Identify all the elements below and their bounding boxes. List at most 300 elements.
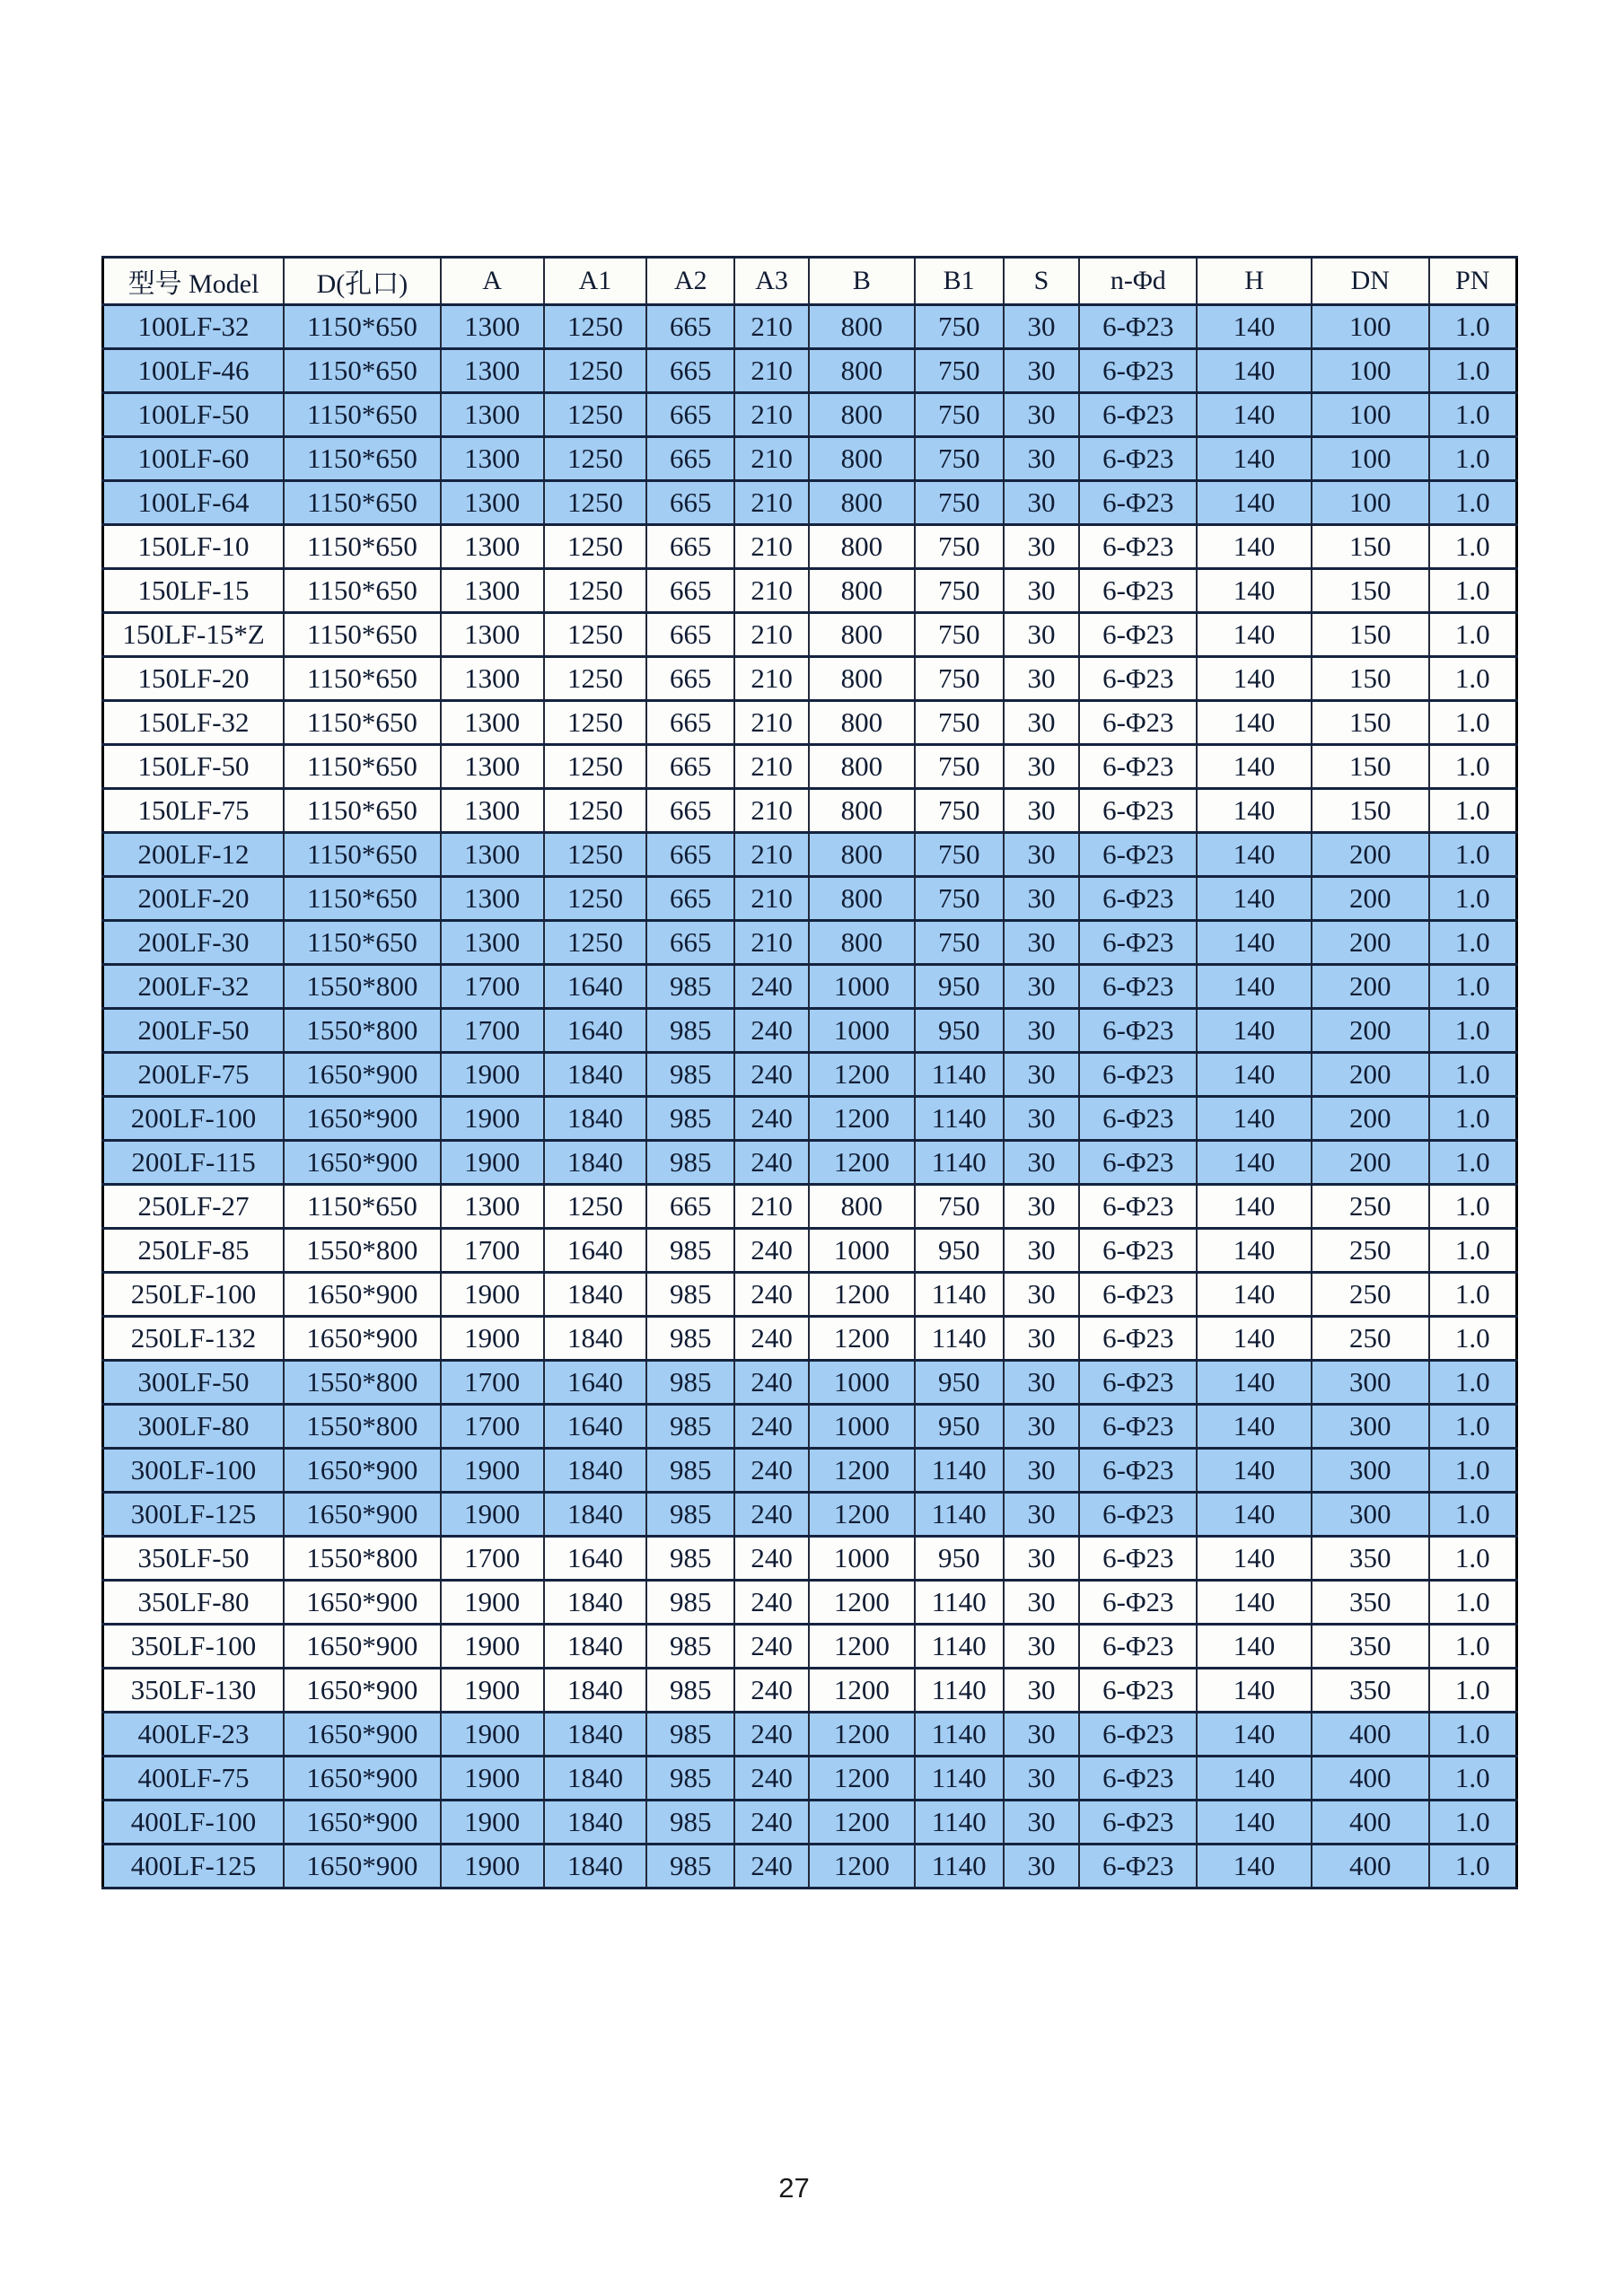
cell-a1: 1840: [544, 1581, 647, 1625]
cell-nphid: 6-Φ23: [1079, 1625, 1197, 1669]
cell-b1: 1140: [915, 1097, 1004, 1141]
cell-d: 1650*900: [284, 1801, 441, 1845]
cell-nphid: 6-Φ23: [1079, 1229, 1197, 1273]
cell-a3: 210: [734, 569, 809, 613]
cell-a2: 985: [646, 1141, 734, 1185]
cell-a2: 985: [646, 1581, 734, 1625]
cell-h: 140: [1197, 1405, 1312, 1449]
cell-nphid: 6-Φ23: [1079, 965, 1197, 1009]
cell-nphid: 6-Φ23: [1079, 1845, 1197, 1889]
cell-a1: 1840: [544, 1273, 647, 1317]
column-header-nphid: n-Φd: [1079, 258, 1197, 305]
cell-a2: 985: [646, 1361, 734, 1405]
cell-h: 140: [1197, 1669, 1312, 1713]
cell-b: 800: [809, 921, 915, 965]
cell-a: 1300: [441, 833, 544, 877]
cell-a1: 1840: [544, 1141, 647, 1185]
cell-a: 1700: [441, 1229, 544, 1273]
cell-s: 30: [1004, 745, 1080, 789]
cell-a1: 1840: [544, 1713, 647, 1757]
cell-b: 1200: [809, 1801, 915, 1845]
cell-h: 140: [1197, 1757, 1312, 1801]
cell-pn: 1.0: [1429, 921, 1517, 965]
cell-model: 200LF-12: [103, 833, 285, 877]
cell-a3: 240: [734, 1537, 809, 1581]
cell-dn: 350: [1312, 1669, 1429, 1713]
cell-pn: 1.0: [1429, 1405, 1517, 1449]
cell-pn: 1.0: [1429, 1669, 1517, 1713]
cell-h: 140: [1197, 1229, 1312, 1273]
cell-nphid: 6-Φ23: [1079, 1537, 1197, 1581]
cell-a: 1300: [441, 701, 544, 745]
cell-dn: 200: [1312, 1053, 1429, 1097]
cell-d: 1550*800: [284, 965, 441, 1009]
column-header-a: A: [441, 258, 544, 305]
cell-b: 1200: [809, 1141, 915, 1185]
cell-a2: 665: [646, 569, 734, 613]
cell-a1: 1840: [544, 1317, 647, 1361]
cell-model: 100LF-50: [103, 393, 285, 437]
cell-dn: 150: [1312, 745, 1429, 789]
cell-b: 1000: [809, 1361, 915, 1405]
cell-h: 140: [1197, 569, 1312, 613]
table-row: [103, 1405, 1517, 1449]
column-header-a1: A1: [544, 258, 647, 305]
cell-dn: 150: [1312, 657, 1429, 701]
cell-d: 1150*650: [284, 481, 441, 525]
cell-a: 1300: [441, 569, 544, 613]
cell-b1: 950: [915, 1009, 1004, 1053]
cell-model: 300LF-100: [103, 1449, 285, 1493]
cell-nphid: 6-Φ23: [1079, 1493, 1197, 1537]
table-row: [103, 745, 1517, 789]
cell-d: 1150*650: [284, 877, 441, 921]
cell-dn: 300: [1312, 1493, 1429, 1537]
cell-b1: 1140: [915, 1053, 1004, 1097]
cell-nphid: 6-Φ23: [1079, 1581, 1197, 1625]
column-header-dn: DN: [1312, 258, 1429, 305]
table-row: [103, 1625, 1517, 1669]
cell-a3: 240: [734, 1493, 809, 1537]
cell-b: 1000: [809, 1009, 915, 1053]
cell-b: 1200: [809, 1757, 915, 1801]
cell-model: 200LF-50: [103, 1009, 285, 1053]
cell-a1: 1250: [544, 877, 647, 921]
cell-model: 300LF-80: [103, 1405, 285, 1449]
cell-pn: 1.0: [1429, 965, 1517, 1009]
cell-b1: 950: [915, 1405, 1004, 1449]
cell-a3: 210: [734, 1185, 809, 1229]
cell-model: 350LF-50: [103, 1537, 285, 1581]
cell-s: 30: [1004, 613, 1080, 657]
cell-s: 30: [1004, 349, 1080, 393]
cell-a1: 1840: [544, 1845, 647, 1889]
table-row: [103, 1493, 1517, 1537]
cell-b1: 750: [915, 833, 1004, 877]
cell-pn: 1.0: [1429, 349, 1517, 393]
table-row: [103, 1185, 1517, 1229]
cell-dn: 100: [1312, 305, 1429, 349]
cell-a1: 1250: [544, 921, 647, 965]
cell-a3: 240: [734, 1097, 809, 1141]
cell-dn: 100: [1312, 437, 1429, 481]
cell-b1: 1140: [915, 1581, 1004, 1625]
cell-model: 150LF-32: [103, 701, 285, 745]
cell-s: 30: [1004, 481, 1080, 525]
cell-s: 30: [1004, 437, 1080, 481]
table-row: [103, 1097, 1517, 1141]
cell-dn: 350: [1312, 1537, 1429, 1581]
cell-a2: 985: [646, 1449, 734, 1493]
table-row: [103, 1273, 1517, 1317]
cell-dn: 200: [1312, 877, 1429, 921]
cell-a1: 1640: [544, 1361, 647, 1405]
cell-h: 140: [1197, 1449, 1312, 1493]
cell-s: 30: [1004, 1317, 1080, 1361]
column-header-b: B: [809, 258, 915, 305]
cell-a1: 1250: [544, 833, 647, 877]
cell-dn: 300: [1312, 1405, 1429, 1449]
cell-pn: 1.0: [1429, 1801, 1517, 1845]
cell-nphid: 6-Φ23: [1079, 569, 1197, 613]
table-row: [103, 481, 1517, 525]
cell-b1: 1140: [915, 1317, 1004, 1361]
cell-d: 1650*900: [284, 1449, 441, 1493]
cell-h: 140: [1197, 1845, 1312, 1889]
cell-a1: 1840: [544, 1493, 647, 1537]
cell-a1: 1840: [544, 1625, 647, 1669]
cell-b1: 750: [915, 305, 1004, 349]
cell-model: 400LF-125: [103, 1845, 285, 1889]
cell-a2: 985: [646, 1845, 734, 1889]
cell-s: 30: [1004, 1581, 1080, 1625]
cell-pn: 1.0: [1429, 1845, 1517, 1889]
cell-dn: 100: [1312, 349, 1429, 393]
cell-a: 1900: [441, 1053, 544, 1097]
cell-h: 140: [1197, 613, 1312, 657]
cell-a1: 1840: [544, 1757, 647, 1801]
cell-model: 300LF-50: [103, 1361, 285, 1405]
cell-dn: 100: [1312, 481, 1429, 525]
cell-a2: 985: [646, 1097, 734, 1141]
cell-a3: 240: [734, 1845, 809, 1889]
cell-nphid: 6-Φ23: [1079, 1317, 1197, 1361]
cell-a: 1300: [441, 393, 544, 437]
column-header-h: H: [1197, 258, 1312, 305]
cell-h: 140: [1197, 1493, 1312, 1537]
cell-dn: 250: [1312, 1185, 1429, 1229]
cell-a: 1900: [441, 1449, 544, 1493]
table-row: [103, 1713, 1517, 1757]
cell-d: 1150*650: [284, 349, 441, 393]
cell-a: 1300: [441, 481, 544, 525]
cell-a1: 1640: [544, 1405, 647, 1449]
table-row: [103, 789, 1517, 833]
cell-d: 1150*650: [284, 1185, 441, 1229]
cell-a2: 665: [646, 525, 734, 569]
table-row: [103, 701, 1517, 745]
cell-d: 1550*800: [284, 1229, 441, 1273]
cell-s: 30: [1004, 393, 1080, 437]
cell-b: 1200: [809, 1053, 915, 1097]
cell-pn: 1.0: [1429, 393, 1517, 437]
cell-pn: 1.0: [1429, 569, 1517, 613]
cell-a: 1700: [441, 1361, 544, 1405]
cell-b: 800: [809, 1185, 915, 1229]
cell-d: 1650*900: [284, 1757, 441, 1801]
cell-a: 1700: [441, 1537, 544, 1581]
cell-nphid: 6-Φ23: [1079, 657, 1197, 701]
cell-model: 350LF-100: [103, 1625, 285, 1669]
cell-a3: 210: [734, 657, 809, 701]
cell-h: 140: [1197, 965, 1312, 1009]
cell-nphid: 6-Φ23: [1079, 1801, 1197, 1845]
cell-h: 140: [1197, 437, 1312, 481]
cell-a3: 210: [734, 525, 809, 569]
cell-a1: 1250: [544, 481, 647, 525]
cell-nphid: 6-Φ23: [1079, 613, 1197, 657]
cell-nphid: 6-Φ23: [1079, 701, 1197, 745]
cell-dn: 150: [1312, 701, 1429, 745]
cell-d: 1650*900: [284, 1493, 441, 1537]
cell-pn: 1.0: [1429, 1581, 1517, 1625]
cell-b: 1000: [809, 1537, 915, 1581]
cell-b: 800: [809, 481, 915, 525]
cell-pn: 1.0: [1429, 1317, 1517, 1361]
cell-s: 30: [1004, 1493, 1080, 1537]
column-header-model: 型号 Model: [103, 258, 285, 305]
cell-dn: 400: [1312, 1845, 1429, 1889]
cell-b: 1200: [809, 1097, 915, 1141]
cell-b1: 1140: [915, 1449, 1004, 1493]
cell-d: 1650*900: [284, 1845, 441, 1889]
cell-d: 1550*800: [284, 1361, 441, 1405]
cell-b: 1200: [809, 1669, 915, 1713]
table-row: [103, 1845, 1517, 1889]
cell-pn: 1.0: [1429, 1625, 1517, 1669]
cell-dn: 400: [1312, 1713, 1429, 1757]
cell-a1: 1840: [544, 1801, 647, 1845]
cell-a3: 210: [734, 833, 809, 877]
cell-d: 1150*650: [284, 437, 441, 481]
cell-b1: 950: [915, 965, 1004, 1009]
cell-b1: 1140: [915, 1801, 1004, 1845]
cell-h: 140: [1197, 1801, 1312, 1845]
cell-a1: 1840: [544, 1449, 647, 1493]
cell-b1: 750: [915, 481, 1004, 525]
table-row: [103, 437, 1517, 481]
cell-nphid: 6-Φ23: [1079, 1669, 1197, 1713]
cell-nphid: 6-Φ23: [1079, 1009, 1197, 1053]
cell-a: 1300: [441, 657, 544, 701]
cell-b: 800: [809, 305, 915, 349]
cell-a2: 665: [646, 349, 734, 393]
cell-pn: 1.0: [1429, 833, 1517, 877]
cell-b: 800: [809, 613, 915, 657]
cell-a2: 985: [646, 1625, 734, 1669]
cell-nphid: 6-Φ23: [1079, 1053, 1197, 1097]
cell-s: 30: [1004, 1405, 1080, 1449]
cell-a: 1700: [441, 965, 544, 1009]
cell-nphid: 6-Φ23: [1079, 1097, 1197, 1141]
table-row: [103, 1669, 1517, 1713]
cell-b: 1200: [809, 1493, 915, 1537]
cell-a2: 665: [646, 701, 734, 745]
cell-a1: 1640: [544, 1229, 647, 1273]
cell-a3: 240: [734, 965, 809, 1009]
cell-s: 30: [1004, 965, 1080, 1009]
cell-d: 1650*900: [284, 1141, 441, 1185]
cell-a1: 1840: [544, 1669, 647, 1713]
cell-h: 140: [1197, 701, 1312, 745]
cell-a: 1900: [441, 1757, 544, 1801]
cell-a2: 665: [646, 1185, 734, 1229]
cell-a1: 1250: [544, 437, 647, 481]
cell-d: 1150*650: [284, 833, 441, 877]
cell-dn: 200: [1312, 965, 1429, 1009]
cell-d: 1650*900: [284, 1625, 441, 1669]
cell-a: 1900: [441, 1713, 544, 1757]
table-row: [103, 1141, 1517, 1185]
cell-a2: 985: [646, 1801, 734, 1845]
table-header: [103, 258, 1517, 305]
cell-a1: 1250: [544, 569, 647, 613]
cell-a3: 240: [734, 1801, 809, 1845]
cell-model: 350LF-130: [103, 1669, 285, 1713]
cell-s: 30: [1004, 525, 1080, 569]
cell-dn: 200: [1312, 1097, 1429, 1141]
cell-nphid: 6-Φ23: [1079, 1757, 1197, 1801]
cell-b: 800: [809, 745, 915, 789]
cell-s: 30: [1004, 1713, 1080, 1757]
cell-s: 30: [1004, 877, 1080, 921]
cell-s: 30: [1004, 1053, 1080, 1097]
cell-dn: 150: [1312, 613, 1429, 657]
cell-dn: 200: [1312, 921, 1429, 965]
cell-pn: 1.0: [1429, 613, 1517, 657]
cell-b: 800: [809, 569, 915, 613]
column-header-d: D(孔口): [284, 258, 441, 305]
cell-h: 140: [1197, 1317, 1312, 1361]
cell-nphid: 6-Φ23: [1079, 1361, 1197, 1405]
cell-a2: 665: [646, 481, 734, 525]
cell-a: 1900: [441, 1845, 544, 1889]
cell-a3: 240: [734, 1449, 809, 1493]
cell-nphid: 6-Φ23: [1079, 789, 1197, 833]
cell-a: 1900: [441, 1493, 544, 1537]
cell-a: 1300: [441, 789, 544, 833]
cell-a1: 1250: [544, 745, 647, 789]
cell-a: 1300: [441, 613, 544, 657]
cell-pn: 1.0: [1429, 1053, 1517, 1097]
cell-model: 250LF-100: [103, 1273, 285, 1317]
cell-d: 1650*900: [284, 1581, 441, 1625]
cell-h: 140: [1197, 833, 1312, 877]
cell-d: 1150*650: [284, 569, 441, 613]
cell-a2: 985: [646, 1405, 734, 1449]
cell-model: 100LF-32: [103, 305, 285, 349]
cell-s: 30: [1004, 1669, 1080, 1713]
cell-a3: 240: [734, 1229, 809, 1273]
cell-model: 150LF-10: [103, 525, 285, 569]
cell-dn: 100: [1312, 393, 1429, 437]
cell-b: 1000: [809, 1229, 915, 1273]
table-row: [103, 1229, 1517, 1273]
cell-dn: 200: [1312, 1009, 1429, 1053]
cell-a: 1900: [441, 1273, 544, 1317]
cell-a: 1300: [441, 305, 544, 349]
cell-model: 200LF-30: [103, 921, 285, 965]
cell-model: 150LF-20: [103, 657, 285, 701]
cell-nphid: 6-Φ23: [1079, 437, 1197, 481]
cell-d: 1550*800: [284, 1405, 441, 1449]
cell-b: 800: [809, 833, 915, 877]
cell-b: 1200: [809, 1713, 915, 1757]
cell-model: 250LF-85: [103, 1229, 285, 1273]
cell-dn: 250: [1312, 1229, 1429, 1273]
cell-b: 800: [809, 349, 915, 393]
cell-h: 140: [1197, 745, 1312, 789]
table-row: [103, 1581, 1517, 1625]
cell-a3: 210: [734, 921, 809, 965]
cell-a2: 985: [646, 1317, 734, 1361]
cell-s: 30: [1004, 833, 1080, 877]
cell-b1: 1140: [915, 1141, 1004, 1185]
table-row: [103, 1449, 1517, 1493]
cell-dn: 200: [1312, 833, 1429, 877]
cell-s: 30: [1004, 1845, 1080, 1889]
cell-model: 250LF-132: [103, 1317, 285, 1361]
table-row: [103, 877, 1517, 921]
cell-d: 1150*650: [284, 745, 441, 789]
cell-model: 100LF-60: [103, 437, 285, 481]
cell-a3: 240: [734, 1669, 809, 1713]
cell-model: 250LF-27: [103, 1185, 285, 1229]
cell-a1: 1640: [544, 965, 647, 1009]
cell-s: 30: [1004, 1449, 1080, 1493]
cell-h: 140: [1197, 1009, 1312, 1053]
cell-h: 140: [1197, 1097, 1312, 1141]
cell-b: 800: [809, 789, 915, 833]
cell-a: 1300: [441, 921, 544, 965]
cell-a1: 1250: [544, 525, 647, 569]
cell-d: 1150*650: [284, 613, 441, 657]
table-row: [103, 921, 1517, 965]
cell-a2: 665: [646, 613, 734, 657]
cell-nphid: 6-Φ23: [1079, 1141, 1197, 1185]
cell-h: 140: [1197, 525, 1312, 569]
table-row: [103, 349, 1517, 393]
cell-b1: 1140: [915, 1493, 1004, 1537]
cell-nphid: 6-Φ23: [1079, 481, 1197, 525]
cell-nphid: 6-Φ23: [1079, 1405, 1197, 1449]
cell-a1: 1250: [544, 1185, 647, 1229]
cell-d: 1150*650: [284, 305, 441, 349]
column-header-a3: A3: [734, 258, 809, 305]
cell-s: 30: [1004, 1801, 1080, 1845]
cell-d: 1150*650: [284, 657, 441, 701]
cell-a1: 1250: [544, 305, 647, 349]
cell-h: 140: [1197, 1273, 1312, 1317]
cell-a2: 985: [646, 1229, 734, 1273]
cell-pn: 1.0: [1429, 1449, 1517, 1493]
cell-pn: 1.0: [1429, 481, 1517, 525]
cell-a: 1900: [441, 1097, 544, 1141]
cell-a1: 1250: [544, 789, 647, 833]
cell-model: 200LF-115: [103, 1141, 285, 1185]
cell-a: 1300: [441, 525, 544, 569]
cell-d: 1150*650: [284, 701, 441, 745]
